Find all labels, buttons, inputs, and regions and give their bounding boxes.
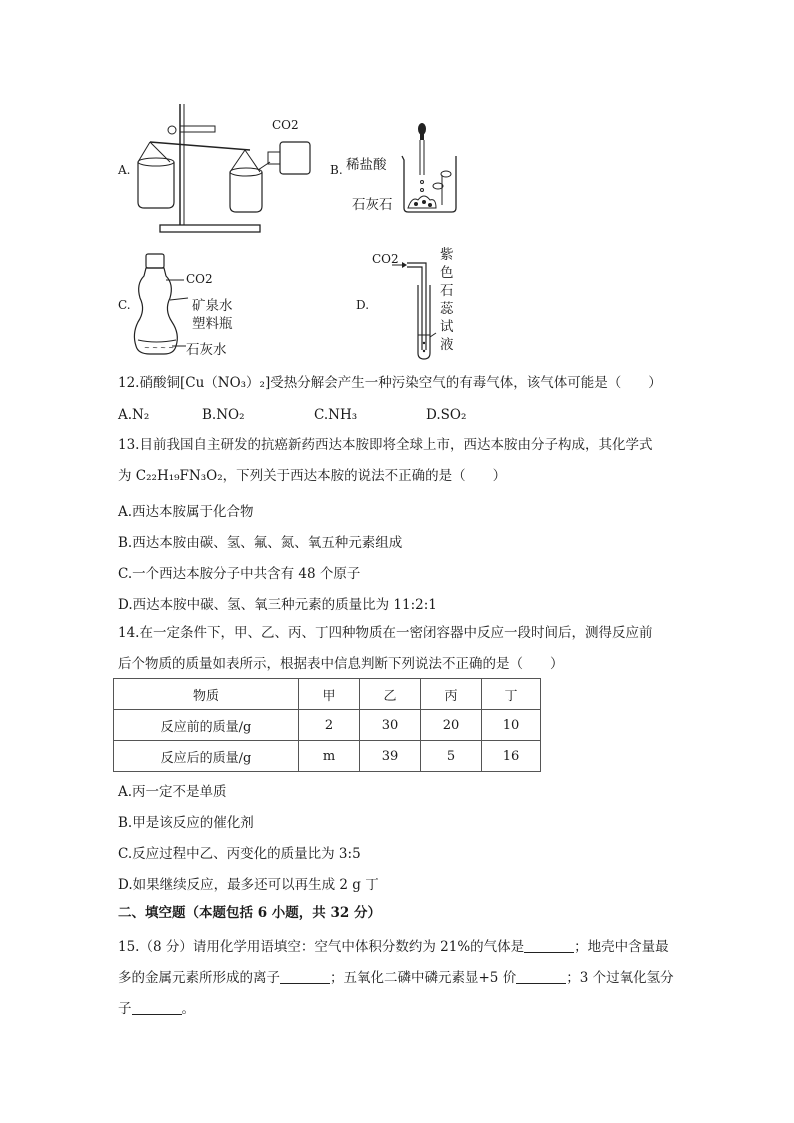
q14-line1: 14.在一定条件下，甲、乙、丙、丁四种物质在一密闭容器中反应一段时间后，测得反应前 [118, 625, 653, 641]
section-heading: 二、填空题（本题包括 6 小题，共 32 分） [118, 905, 381, 921]
q12-stem: 12.硝酸铜[Cu（NO₃）₂]受热分解会产生一种污染空气的有毒气体，该气体可能是（ ） [118, 375, 662, 391]
table-row [114, 710, 541, 741]
table-header-row [114, 679, 541, 710]
q12-option-a: A.N₂ [118, 407, 150, 423]
option-b-label: B. [330, 163, 343, 177]
balance-apparatus [130, 100, 330, 240]
q13-option-d: D.西达本胺中碳、氢、氧三种元素的质量比为 11:2:1 [118, 597, 437, 613]
q14-option-a: A.丙一定不是单质 [118, 784, 227, 800]
beaker-dropper [396, 120, 466, 215]
answer-blank-3[interactable] [516, 969, 566, 984]
table-cell: 30 [360, 710, 421, 741]
option-a-label: A. [118, 163, 131, 177]
q12-option-b: B.NO₂ [202, 407, 245, 423]
q13-line2: 为 C₂₂H₁₉FN₃O₂，下列关于西达本胺的说法不正确的是（ ） [118, 468, 507, 484]
table-cell: 16 [482, 741, 541, 772]
q13-option-a: A.西达本胺属于化合物 [118, 504, 254, 520]
q12-option-c: C.NH₃ [314, 407, 358, 423]
co2-label-a: CO2 [272, 118, 299, 132]
q15-line3: 子 。 [118, 1001, 195, 1017]
answer-blank-1[interactable] [524, 938, 574, 953]
bottle-label-2: 塑料瓶 [192, 316, 233, 332]
table-cell: m [299, 741, 360, 772]
table-cell: 2 [299, 710, 360, 741]
table-header: 丁 [482, 679, 541, 710]
q15-line2: 多的金属元素所形成的离子 ；五氧化二磷中磷元素显+5 价 ；3 个过氧化氢分 [118, 970, 674, 986]
q12-options [118, 407, 466, 423]
bottle-label-1: 矿泉水 [192, 298, 233, 314]
mass-table [113, 678, 541, 772]
q14-option-d: D.如果继续反应，最多还可以再生成 2 g 丁 [118, 877, 379, 893]
test-tube [390, 255, 440, 365]
table-row [114, 741, 541, 772]
table-header: 丙 [421, 679, 482, 710]
option-c-label: C. [118, 298, 131, 312]
table-header: 乙 [360, 679, 421, 710]
table-cell: 反应前的质量/g [114, 710, 299, 741]
q13-option-c: C.一个西达本胺分子中共含有 48 个原子 [118, 566, 361, 582]
answer-blank-4[interactable] [132, 1000, 182, 1015]
table-cell: 反应后的质量/g [114, 741, 299, 772]
answer-blank-2[interactable] [280, 969, 330, 984]
table-header: 物质 [114, 679, 299, 710]
limestone-label: 石灰石 [352, 197, 393, 213]
option-d-label: D. [356, 298, 370, 312]
table-header: 甲 [299, 679, 360, 710]
q13-line1: 13.目前我国自主研发的抗癌新药西达本胺即将全球上市，西达本胺由分子构成，其化学式 [118, 437, 653, 453]
q13-option-b: B.西达本胺由碳、氢、氟、氮、氧五种元素组成 [118, 535, 403, 551]
acid-label: 稀盐酸 [346, 157, 387, 173]
table-cell: 39 [360, 741, 421, 772]
table-cell: 20 [421, 710, 482, 741]
table-cell: 10 [482, 710, 541, 741]
limewater-label: 石灰水 [186, 342, 227, 358]
co2-label-c: CO2 [186, 272, 213, 286]
table-cell: 5 [421, 741, 482, 772]
q14-line2: 后个物质的质量如表所示，根据表中信息判断下列说法不正确的是（ ） [118, 656, 564, 672]
q14-option-b: B.甲是该反应的催化剂 [118, 815, 254, 831]
litmus-label: 紫 色 石 蕊 试 液 [440, 247, 454, 353]
co2-label-d: CO2 [372, 252, 399, 266]
q12-option-d: D.SO₂ [426, 407, 467, 423]
svg-text:~ ~ ~ ~: ~ ~ ~ ~ [144, 344, 175, 352]
q15-line1: 15.（8 分）请用化学用语填空：空气中体积分数约为 21%的气体是 ；地壳中含量最 [118, 939, 669, 955]
q14-option-c: C.反应过程中乙、丙变化的质量比为 3:5 [118, 846, 361, 862]
